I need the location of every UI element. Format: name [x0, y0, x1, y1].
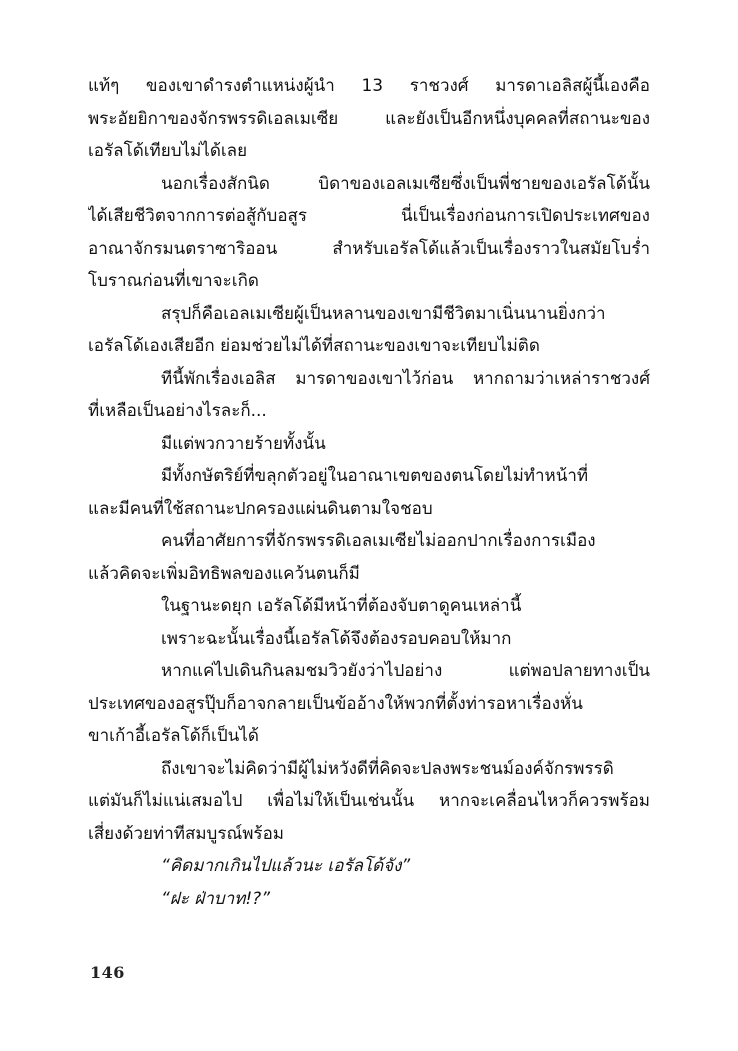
text-line: มีแต่พวกวายร้ายทั้งนั้น [161, 433, 326, 454]
body-text [88, 70, 650, 915]
text-line: แล้วคิดจะเพิ่มอิทธิพลของแคว้นตนก็มี [88, 563, 360, 584]
text-line: แต่มันก็ไม่แน่เสมอไป เพื่อไม่ให้เป็นเช่นนั้น หากจะเคลื่อนไหวก็ควรพร้อม [88, 791, 650, 811]
text-line: อาณาจักรมนตราซาริออน สำหรับเอรัลโด้แล้วเป็นเรื่องราวในสมัยโบร่ำ [88, 238, 650, 259]
text-line: ประเทศของอสูรปุ๊บก็อาจกลายเป็นข้ออ้างให้พวกที่ตั้งท่ารอหาเรื่องหั่น [88, 693, 583, 714]
text-line: เอรัลโด้เทียบไม่ได้เลย [88, 141, 248, 161]
text-line: เสี่ยงด้วยท่าทีสมบูรณ์พร้อม [88, 823, 284, 844]
text-line: คนที่อาศัยการที่จักรพรรดิเอลเมเซียไม่ออกปากเรื่องการเมือง [161, 531, 596, 551]
dialogue-line: “คิดมากเกินไปแล้วนะ เอรัลโด้จัง” [161, 856, 411, 876]
text-line: หากแค่ไปเดินกินลมชมวิวยังว่าไปอย่าง แต่พอปลายทางเป็น [161, 661, 650, 681]
text-line: และมีคนที่ใช้สถานะปกครองแผ่นดินตามใจชอบ [88, 498, 433, 519]
text-line: มีทั้งกษัตริย์ที่ขลุกตัวอยู่ในอาณาเขตของตนโดยไม่ทำหน้าที่ [161, 466, 589, 486]
text-line: เพราะฉะนั้นเรื่องนี้เอรัลโด้จึงต้องรอบคอบให้มาก [161, 628, 512, 649]
text-line: นอกเรื่องสักนิด บิดาของเอลเมเซียซึ่งเป็นพี่ชายของเอรัลโด้นั้น [161, 173, 650, 194]
text-line: โบราณก่อนที่เขาจะเกิด [88, 271, 259, 291]
text-line: แท้ๆ ของเขาดำรงตำแหน่งผู้นำ 13 ราชวงศ์ มารดาเอลิสผู้นี้เองคือ [88, 76, 650, 96]
text-line: เอรัลโด้เองเสียอีก ย่อมช่วยไม่ได้ที่สถานะของเขาจะเทียบไม่ติด [88, 336, 540, 356]
dialogue-line: “ฝะ ฝ่าบาท!?” [161, 888, 270, 909]
text-line: ในฐานะดยุก เอรัลโด้มีหน้าที่ต้องจับตาดูคนเหล่านี้ [161, 596, 522, 616]
text-line: ที่เหลือเป็นอย่างไรละก็... [88, 401, 267, 421]
text-line: ได้เสียชีวิตจากการต่อสู้กับอสูร นี่เป็นเรื่องก่อนการเปิดประเทศของ [88, 206, 650, 226]
text-line: พระอัยยิกาของจักรพรรดิเอลเมเซีย และยังเป็นอีกหนึ่งบุคคลที่สถานะของ [88, 108, 650, 129]
text-line: ทีนี้พักเรื่องเอลิส มารดาของเขาไว้ก่อน หากถามว่าเหล่าราชวงศ์ [161, 368, 650, 389]
page-number: 146 [90, 963, 125, 982]
text-line: ขาเก้าอี้เอรัลโด้ก็เป็นได้ [88, 726, 259, 746]
text-line: ถึงเขาจะไม่คิดว่ามีผู้ไม่หวังดีที่คิดจะปลงพระชนม์องค์จักรพรรดิ [161, 758, 614, 779]
text-line: สรุปก็คือเอลเมเซียผู้เป็นหลานของเขามีชีวิตมาเนิ่นนานยิ่งกว่า [161, 303, 606, 324]
